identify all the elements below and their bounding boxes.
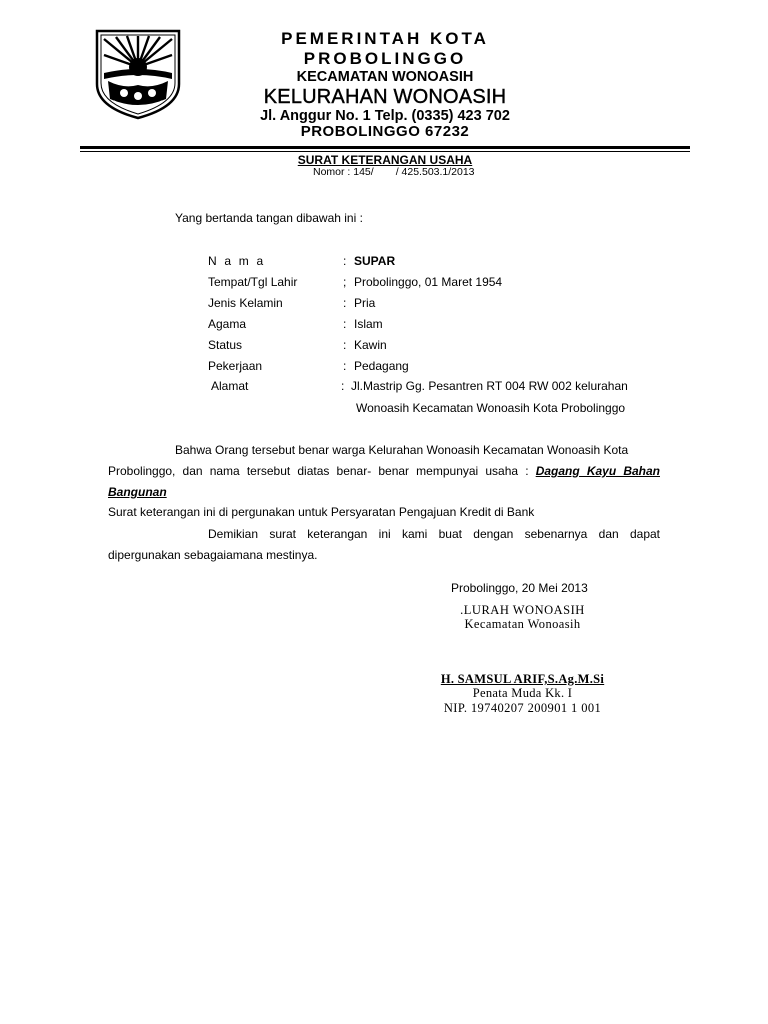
identity-separator: : xyxy=(343,338,347,352)
identity-separator: : xyxy=(343,317,347,331)
place-date: Probolinggo, 20 Mei 2013 xyxy=(451,581,588,595)
identity-value-status: Kawin xyxy=(354,338,387,352)
letterhead-postal-city: PROBOLINGGO 67232 xyxy=(300,123,470,140)
signer-position: .LURAH WONOASIH xyxy=(460,603,585,617)
letterhead-rule-thick xyxy=(80,146,690,149)
identity-separator: : xyxy=(343,254,347,268)
identity-label-religion: Agama xyxy=(208,317,247,331)
letter-title: SURAT KETERANGAN USAHA xyxy=(297,153,473,167)
identity-value-address-line2: Wonoasih Kecamatan Wonoasih Kota Probolinggo xyxy=(356,401,626,415)
letter-number-suffix: / 425.503.1/2013 xyxy=(395,166,475,178)
identity-value-religion: Islam xyxy=(354,317,383,331)
letterhead-city: PROBOLINGGO xyxy=(303,49,467,68)
identity-separator: : xyxy=(341,379,345,393)
letterhead-district: KECAMATAN WONOASIH xyxy=(296,69,474,85)
identity-label-name: N a m a xyxy=(208,254,266,268)
identity-separator: ; xyxy=(343,275,347,289)
signer-office: Kecamatan Wonoasih xyxy=(464,617,581,631)
letterhead-village: KELURAHAN WONOASIH xyxy=(263,86,507,108)
identity-value-gender: Pria xyxy=(354,296,376,310)
business-type: Dagang Kayu Bahan xyxy=(535,464,660,478)
identity-value-birth: Probolinggo, 01 Maret 1954 xyxy=(354,275,503,289)
identity-value-name: SUPAR xyxy=(354,254,396,268)
closing-line1: Demikian surat keterangan ini kami buat dengan sebenarnya dan dapat xyxy=(208,527,660,541)
identity-separator: : xyxy=(343,359,347,373)
statement-line2 xyxy=(108,464,660,478)
identity-label-status: Status xyxy=(208,338,243,352)
letter-number-prefix: Nomor : 145/ xyxy=(313,166,374,178)
signer-name: H. SAMSUL ARIF,S.Ag.M.Si xyxy=(440,672,605,686)
letter-number xyxy=(313,166,475,178)
identity-value-address: Jl.Mastrip Gg. Pesantren RT 004 RW 002 kelurahan xyxy=(351,379,628,393)
identity-label-occupation: Pekerjaan xyxy=(208,359,263,373)
statement-line1: Bahwa Orang tersebut benar warga Kelurahan Wonoasih Kecamatan Wonoasih Kota xyxy=(175,443,629,457)
city-emblem-logo xyxy=(94,29,182,120)
identity-label-birth: Tempat/Tgl Lahir xyxy=(208,275,298,289)
signer-rank: Penata Muda Kk. I xyxy=(472,686,573,700)
identity-label-gender: Jenis Kelamin xyxy=(208,296,283,310)
letterhead-rule-thin xyxy=(80,151,690,152)
letterhead-government: PEMERINTAH KOTA xyxy=(281,29,489,48)
identity-value-occupation: Pedagang xyxy=(354,359,409,373)
identity-separator: : xyxy=(343,296,347,310)
purpose-text: Surat keterangan ini di pergunakan untuk Persyaratan Pengajuan Kredit di Bank xyxy=(108,505,535,519)
intro-text: Yang bertanda tangan dibawah ini : xyxy=(175,211,363,225)
signer-nip: NIP. 19740207 200901 1 001 xyxy=(443,701,602,715)
letterhead-address: Jl. Anggur No. 1 Telp. (0335) 423 702 xyxy=(260,108,510,124)
statement-line2-text: Probolinggo, dan nama tersebut diatas benar- benar mempunyai usaha : xyxy=(108,464,529,478)
closing-line2: dipergunakan sebagaiamana mestinya. xyxy=(108,548,318,562)
business-type-continued: Bangunan xyxy=(108,485,167,499)
identity-label-address: Alamat xyxy=(211,379,249,393)
